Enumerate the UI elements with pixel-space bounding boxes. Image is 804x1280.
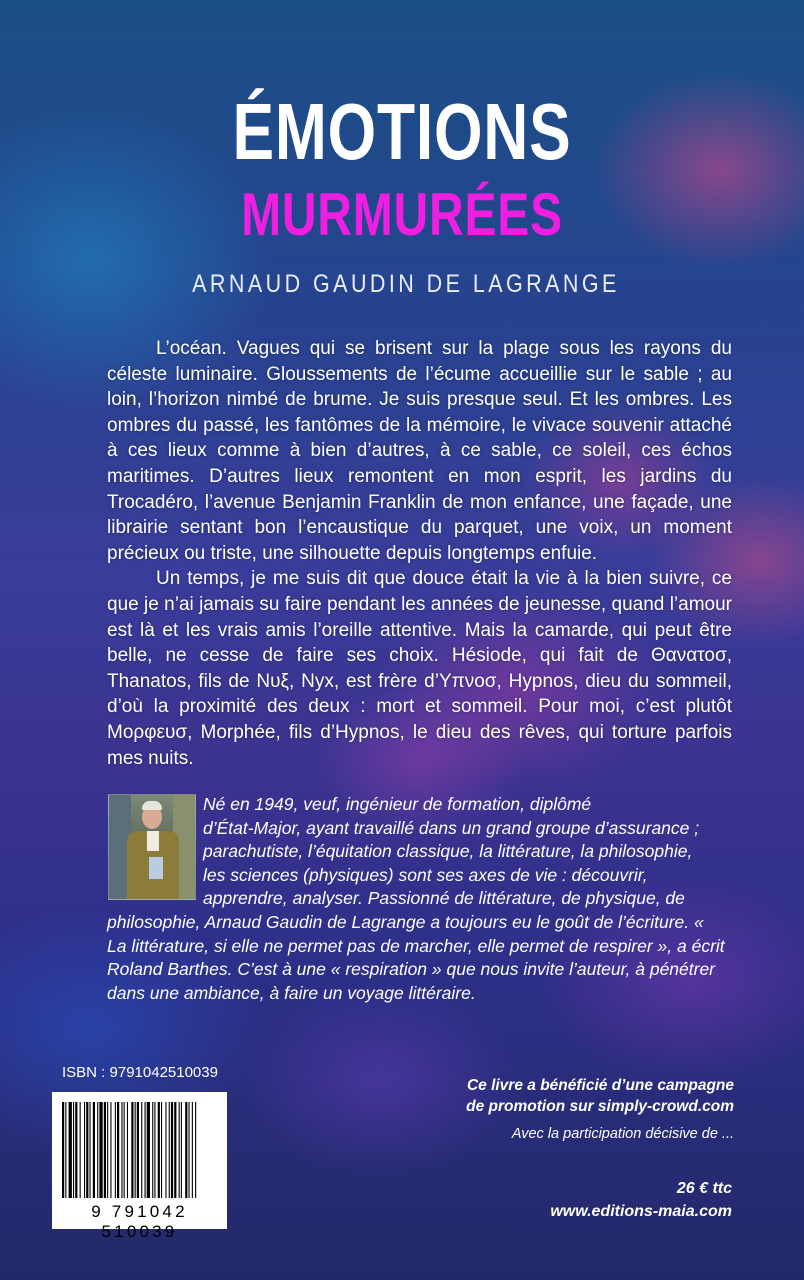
bio-line: les sciences (physiques) sont ses axes de vie : découvrir, — [203, 864, 648, 885]
promo-text — [414, 1075, 734, 1117]
barcode-bar — [154, 1102, 155, 1198]
barcode-bar — [110, 1102, 111, 1198]
barcode-bar — [115, 1102, 116, 1198]
barcode-bar — [171, 1102, 173, 1198]
bio-line: d’État-Major, ayant travaillé dans un grand groupe d’assurance ; — [203, 817, 700, 838]
price: 26 € ttc — [676, 1180, 732, 1197]
barcode-bar — [174, 1102, 176, 1198]
bio-line: La littérature, si elle ne permet pas de marcher, elle permet de respirer », a écrit — [107, 935, 725, 956]
barcode-bar — [179, 1102, 180, 1198]
bio-line: dans une ambiance, à faire un voyage littéraire. — [107, 982, 476, 1003]
barcode-bar — [69, 1102, 72, 1198]
publisher-website: www.editions-maia.com — [550, 1203, 732, 1220]
barcode-bar — [165, 1102, 166, 1198]
barcode-bar — [141, 1102, 142, 1198]
blurb-paragraph-1: L’océan. Vagues qui se brisent sur la plage sous les rayons du céleste luminaire. Gloussements de l’écume accueillie sur le sable ; au loin, l’horizon nimbé de brume. Je suis presque seul. Et les ombres. Les ombres du passé, les fantômes de la mémoire, le vivace souvenir attaché à ces lieux comme à bien d’autres, à ce sable, ce soleil, ces échos maritimes. D’autres lieux remontent en mon esprit, les jardins du Trocadéro, l’avenue Benjamin Franklin de mon enfance, une façade, une librairie sentant bon l’encaustique du parquet, une voix, un moment précieux ou triste, une silhouette depuis longtemps enfuie. — [107, 338, 732, 564]
promo-line-1: Ce livre a bénéficié d’une campagne — [466, 1077, 734, 1094]
bio-line: parachutiste, l’équitation classique, la littérature, la philosophie, — [203, 841, 693, 862]
barcode-bar — [131, 1102, 133, 1198]
barcode-bar — [145, 1102, 146, 1198]
barcode-bar — [189, 1102, 190, 1198]
barcode-bar — [86, 1102, 88, 1198]
barcode-bar — [62, 1102, 64, 1198]
bio-line: apprendre, analyser. Passionné de littérature, de physique, de — [203, 888, 685, 909]
barcode-bar — [127, 1102, 128, 1198]
barcode-bar — [195, 1102, 196, 1198]
barcode-bar — [90, 1102, 91, 1198]
isbn-label: ISBN : 9791042510039 — [62, 1064, 218, 1081]
barcode-bar — [185, 1102, 187, 1198]
barcode-bar — [75, 1102, 77, 1198]
bio-line: Né en 1949, veuf, ingénieur de formation, diplômé — [203, 794, 592, 814]
barcode-bar — [117, 1102, 119, 1198]
barcode-bar — [137, 1102, 139, 1198]
barcode-bar — [80, 1102, 81, 1198]
title-line-2: MURMURÉES — [241, 181, 563, 248]
barcode-bar — [104, 1102, 106, 1198]
barcode-bar — [73, 1102, 74, 1198]
barcode-bar — [135, 1102, 136, 1198]
barcode-bar — [107, 1102, 108, 1198]
barcode-bar — [169, 1102, 170, 1198]
barcode-bar — [97, 1102, 98, 1198]
blurb-text — [107, 336, 732, 771]
barcode-bar — [121, 1102, 122, 1198]
author-name: ARNAUD GAUDIN DE LAGRANGE — [192, 270, 620, 298]
barcode-bar — [161, 1102, 162, 1198]
author-bio — [107, 793, 732, 1005]
barcode — [52, 1092, 227, 1241]
barcode-bar — [158, 1102, 160, 1198]
barcode-bar — [124, 1102, 125, 1198]
barcode-bar — [84, 1102, 85, 1198]
barcode-bar — [192, 1102, 193, 1198]
barcode-bar — [65, 1102, 66, 1198]
barcode-bar — [147, 1102, 150, 1198]
bio-line: Roland Barthes. C’est à une « respiration » que nous invite l’auteur, à pénétrer — [107, 959, 716, 980]
title-line-1: ÉMOTIONS — [232, 87, 572, 176]
barcode-digits: 9 791042 510039 — [91, 1202, 188, 1241]
bio-line: philosophie, Arnaud Gaudin de Lagrange a toujours eu le goût de l’écriture. « — [107, 911, 704, 932]
barcode-bar — [181, 1102, 182, 1198]
blurb-paragraph-2: Un temps, je me suis dit que douce était la vie à la bien suivre, ce que je n’ai jamais su faire pendant les années de jeunesse, quand l’amour est là et les vrais amis l’oreille attentive. Mais la camarde, qui peut être belle, ne cesse de faire ses choix. Hésiode, qui fait de Θανατοσ, Thanatos, fils de Νυξ, Nyx, est frère d’Υπνοσ, Hypnos, dieu du sommeil, d’où la proximité des deux : mort et sommeil. Pour moi, c’est plutôt Μορφευσ, Morphée, fils d’Hypnos, le dieu des rêves, qui torture parfois mes nuits. — [107, 568, 732, 769]
participation-text: Avec la participation décisive de ... — [511, 1126, 734, 1142]
barcode-bar — [93, 1102, 95, 1198]
barcode-bar — [99, 1102, 102, 1198]
promo-line-2: de promotion sur simply-crowd.com — [466, 1098, 734, 1115]
barcode-bar — [152, 1102, 153, 1198]
